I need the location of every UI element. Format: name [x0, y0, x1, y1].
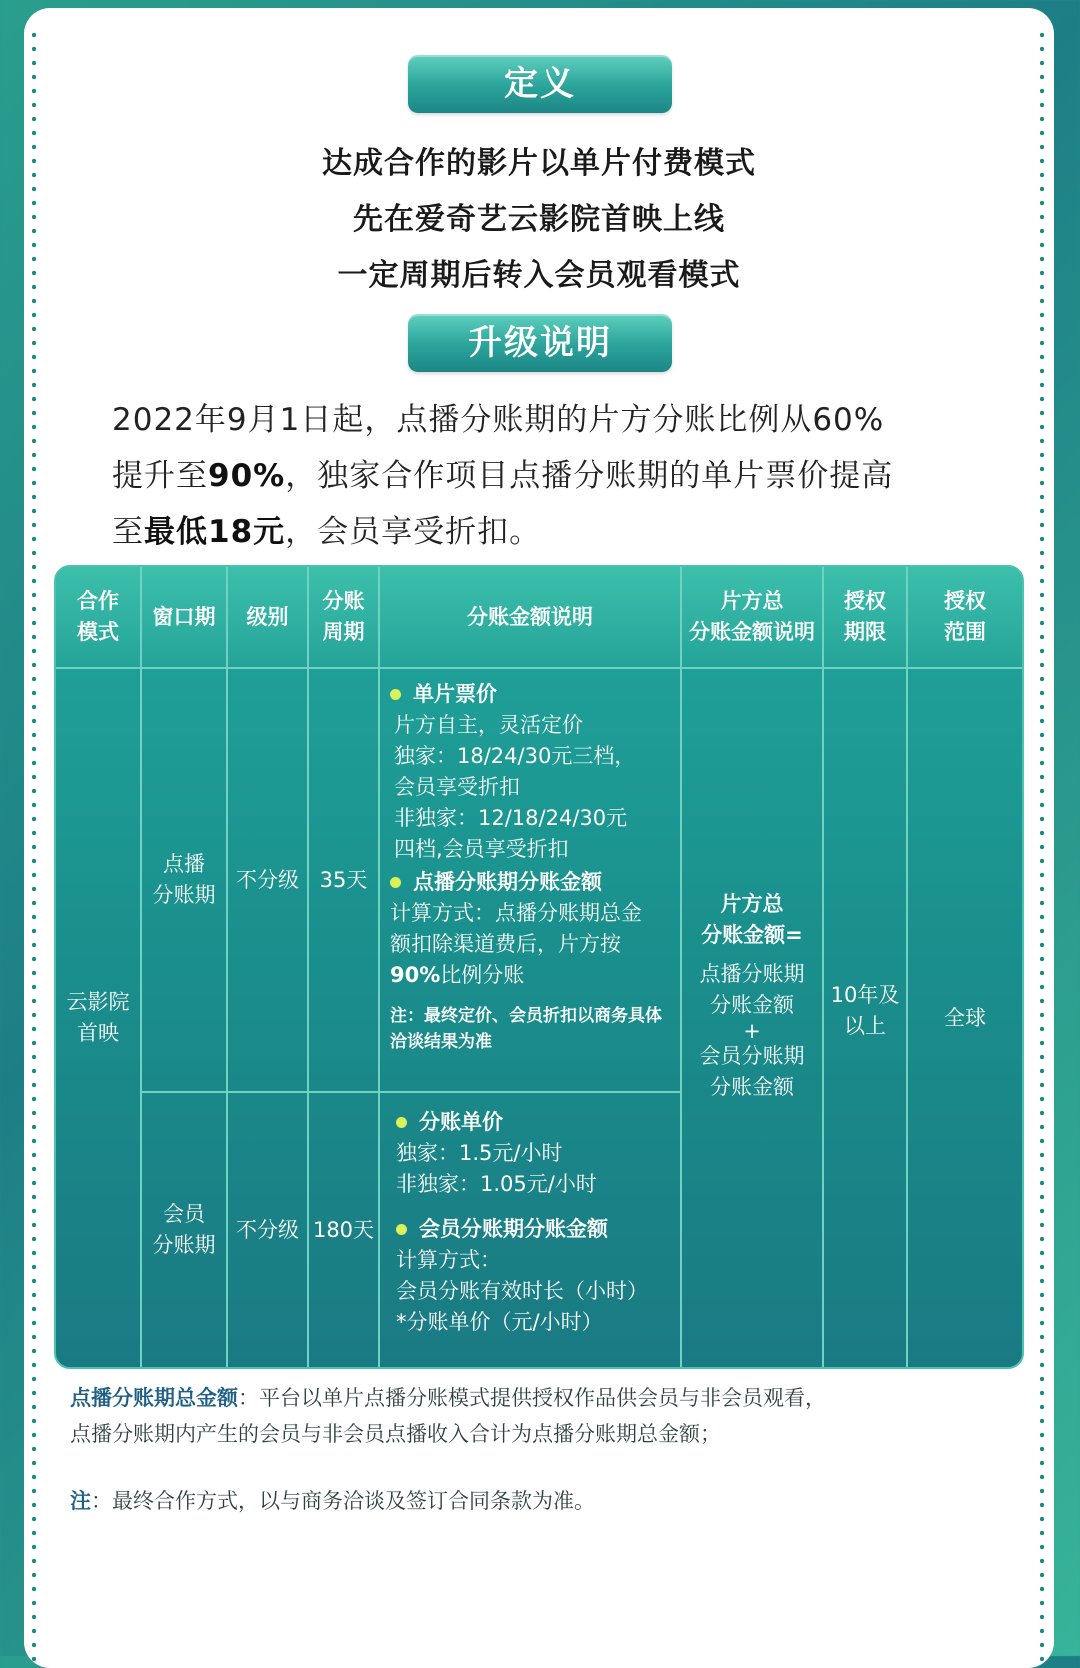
ratio-highlight: 90%	[208, 458, 286, 494]
desc-heading: 会员分账期分账金额	[396, 1214, 680, 1245]
cell-period-member: 180天	[312, 1217, 375, 1242]
cell-mode: 云影院 首映	[66, 990, 130, 1045]
header-scope: 授权 范围	[944, 589, 986, 644]
desc-heading: 分账单价	[396, 1107, 680, 1138]
header-window: 窗口期	[152, 604, 216, 629]
bullet-icon	[396, 1117, 407, 1128]
price-highlight: 最低18元	[144, 514, 286, 550]
bullet-icon	[390, 689, 401, 700]
upgrade-line-1: 2022年9月1日起，点播分账期的片方分账比例从60%	[112, 402, 885, 438]
upgrade-paragraph	[112, 392, 992, 560]
upgrade-line-3: 至最低18元，会员享受折扣。	[112, 514, 542, 550]
cell-desc-vod: 单片票价 片方自主，灵活定价 独家：18/24/30元三档， 会员享受折扣 非独家：12/18/24/30元 四档,会员享受折扣 点播分账期分账金额 计算方式：点播分账期总金 额扣除渠道费后，片方按 90%比例分账 注：最终定价、会员折扣以商务具体 洽谈结果为准	[390, 679, 680, 1055]
definition-title: 定义	[408, 55, 672, 113]
header-period: 分账 周期	[322, 589, 365, 644]
footnote-note: 注：最终合作方式，以与商务洽谈及签订合同条款为准。	[70, 1489, 595, 1513]
cell-desc-member: 分账单价 独家：1.5元/小时 非独家：1.05元/小时 会员分账期分账金额 计算方式： 会员分账有效时长（小时） *分账单价（元/小时）	[396, 1107, 680, 1338]
definition-line-3: 一定周期后转入会员观看模式	[337, 258, 741, 293]
cell-level-member: 不分级	[236, 1217, 299, 1242]
desc-heading: 单片票价	[390, 679, 680, 710]
header-term: 授权 期限	[844, 589, 886, 644]
cell-scope: 全球	[944, 1005, 986, 1030]
content-card	[24, 8, 1054, 1668]
bullet-icon	[396, 1224, 407, 1235]
cell-total-formula: 片方总 分账金额= 点播分账期 分账金额 + 会员分账期 分账金额	[699, 892, 805, 1099]
upgrade-title: 升级说明	[408, 314, 672, 372]
definition-line-1: 达成合作的影片以单片付费模式	[322, 146, 756, 181]
header-desc: 分账金额说明	[467, 604, 593, 629]
upgrade-line-2: 提升至90%，独家合作项目点播分账期的单片票价提高	[112, 458, 894, 494]
cell-window-vod: 点播 分账期	[152, 852, 216, 907]
header-level: 级别	[246, 604, 289, 629]
cell-level-vod: 不分级	[236, 867, 299, 892]
header-mode: 合作 模式	[77, 589, 119, 644]
header-total: 片方总 分账金额说明	[689, 589, 815, 644]
desc-heading: 点播分账期分账金额	[390, 867, 680, 898]
definition-line-2: 先在爱奇艺云影院首映上线	[353, 202, 725, 237]
footnote-total: 点播分账期总金额：平台以单片点播分账模式提供授权作品供会员与非会员观看， 点播分账期内产生的会员与非会员点播收入合计为点播分账期总金额；	[70, 1386, 826, 1446]
cell-term: 10年及 以上	[830, 983, 900, 1038]
cell-period-vod: 35天	[319, 867, 368, 892]
cell-window-member: 会员 分账期	[152, 1202, 216, 1257]
pricing-note: 注：最终定价、会员折扣以商务具体 洽谈结果为准	[390, 1006, 662, 1052]
bullet-icon	[390, 877, 401, 888]
revenue-share-table	[54, 565, 1024, 1369]
